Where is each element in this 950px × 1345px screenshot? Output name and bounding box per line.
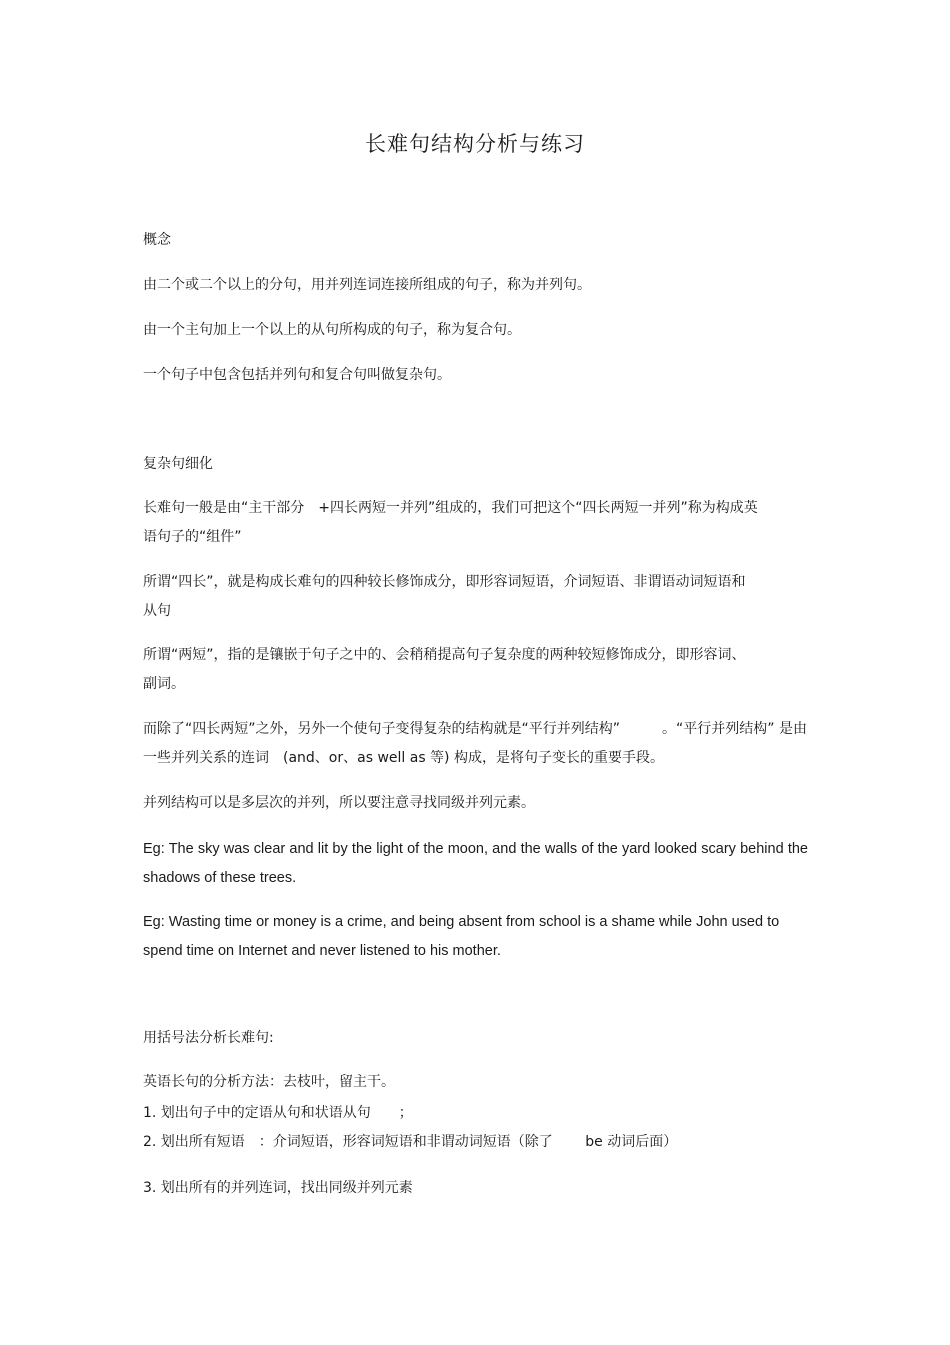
complex-paragraph: 并列结构可以是多层次的并列，所以要注意寻找同级并列元素。 <box>143 795 535 811</box>
concept-line: 一个句子中包含包括并列句和复合句叫做复杂句。 <box>143 367 451 383</box>
concept-line: 由一个主句加上一个以上的从句所构成的句子，称为复合句。 <box>143 322 521 338</box>
complex-paragraph: 所谓“四长”，就是构成长难句的四种较长修饰成分，即形容词短语，介词短语、非谓语动词短语和从句 <box>143 574 746 619</box>
method-intro: 英语长句的分析方法：去枝叶，留主干。 <box>143 1074 395 1090</box>
method-step: 2. 划出所有短语 ：介词短语，形容词短语和非谓动词短语（除了 be 动词后面） <box>143 1134 678 1150</box>
complex-paragraph: 而除了“四长两短”之外，另外一个使句子变得复杂的结构就是“平行并列结构” 。“平行并列结构” 是由一些并列关系的连词 (and、or、as well as 等) 构成，是将句子变长的重要手段。 <box>143 721 807 766</box>
complex-paragraph: 所谓“两短”，指的是镶嵌于句子之中的、会稍稍提高句子复杂度的两种较短修饰成分，即形容词、副词。 <box>143 647 746 692</box>
method-step: 3. 划出所有的并列连词，找出同级并列元素 <box>143 1180 413 1196</box>
example-sentence: Eg: The sky was clear and lit by the light of the moon, and the walls of the yard looked scary behind the shadows of these trees. <box>143 841 808 886</box>
method-step: 1. 划出句子中的定语从句和状语从句 ； <box>143 1105 413 1121</box>
section-heading-complex: 复杂句细化 <box>143 456 213 472</box>
section-heading-method: 用括号法分析长难句: <box>143 1030 274 1046</box>
complex-paragraph: 长难句一般是由“主干部分 +四长两短一并列”组成的，我们可把这个“四长两短一并列”称为构成英语句子的“组件” <box>143 500 758 545</box>
example-sentence: Eg: Wasting time or money is a crime, and being absent from school is a shame while John used to spend time on Internet and never listened to his mother. <box>143 914 780 959</box>
section-heading-concept: 概念 <box>143 232 171 248</box>
document-title: 长难句结构分析与练习 <box>365 132 585 156</box>
concept-line: 由二个或二个以上的分句，用并列连词连接所组成的句子，称为并列句。 <box>143 277 591 293</box>
